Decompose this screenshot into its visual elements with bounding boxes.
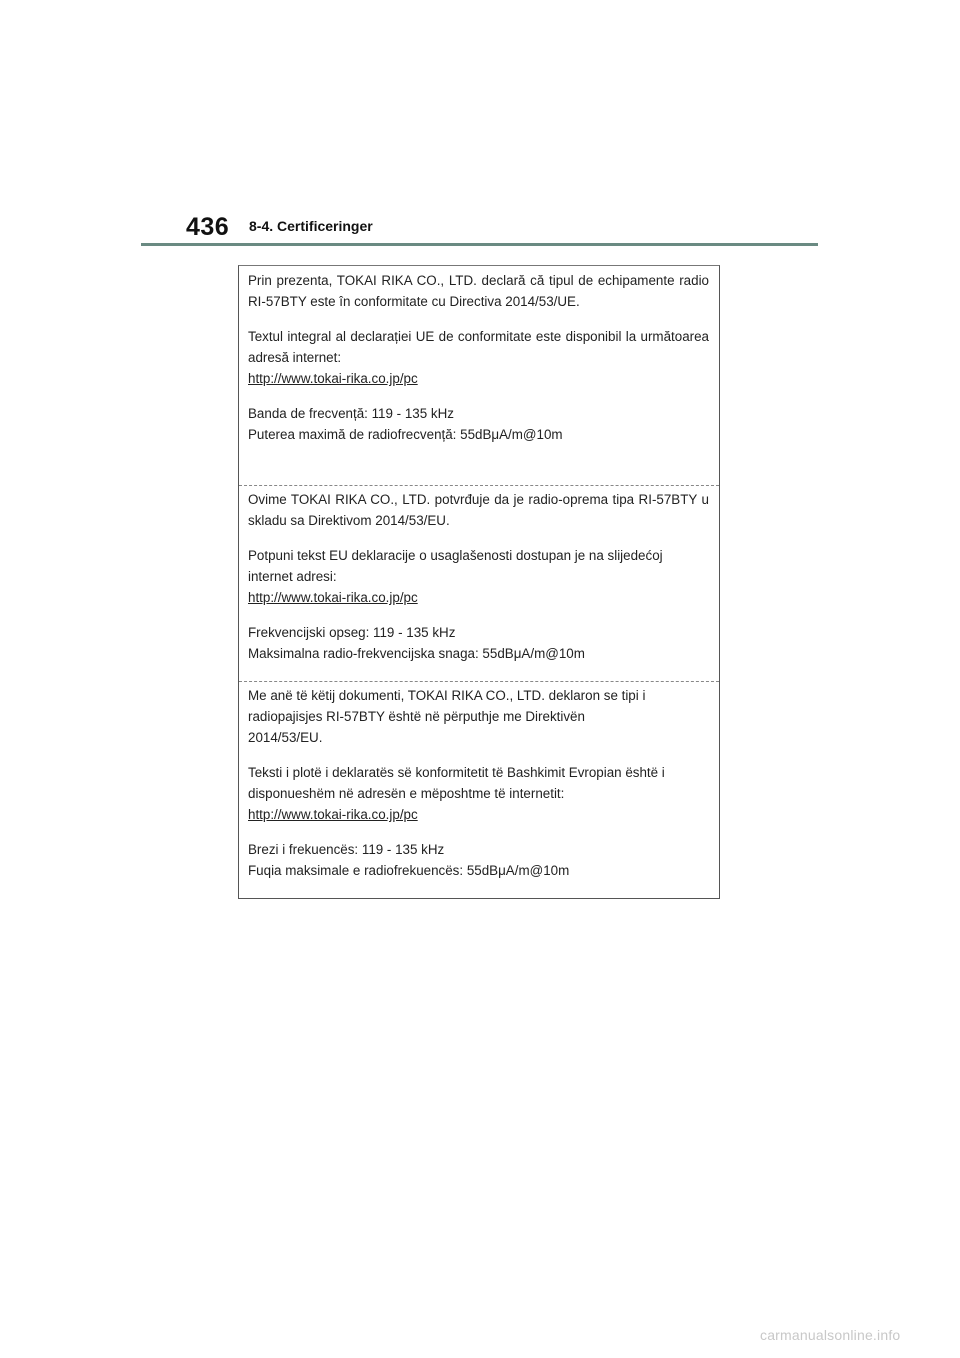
- certification-box: [238, 265, 720, 899]
- full-text-intro: Potpuni tekst EU deklaracije o usaglašenosti dostupan je na slijedećoj internet adresi:: [248, 548, 663, 584]
- max-power: Puterea maximă de radiofrecvență: 55dBμA/m@10m: [248, 427, 563, 442]
- section-albanian: [239, 681, 719, 897]
- declaration-line-3: 2014/53/EU.: [248, 730, 323, 745]
- declaration-line-2: radiopajisjes RI-57BTY është në përputhje me Direktivën: [248, 709, 585, 724]
- frequency-band: Frekvencijski opseg: 119 - 135 kHz: [248, 625, 456, 640]
- frequency-band: Banda de frecvență: 119 - 135 kHz: [248, 406, 454, 421]
- declaration-url-link[interactable]: http://www.tokai-rika.co.jp/pc: [248, 371, 418, 386]
- site-watermark: carmanualsonline.info: [760, 1327, 901, 1343]
- section-croatian: [239, 485, 719, 681]
- section-romanian: [239, 270, 719, 486]
- declaration-text: Prin prezenta, TOKAI RIKA CO., LTD. declară că tipul de echipamente radio RI-57BTY este în conformitate cu Directiva 2014/53/UE.: [248, 273, 709, 309]
- frequency-band: Brezi i frekuencës: 119 - 135 kHz: [248, 842, 445, 857]
- page-number: 436: [186, 213, 230, 241]
- max-power: Fuqia maksimale e radiofrekuencës: 55dBμA/m@10m: [248, 863, 570, 878]
- declaration-url-link[interactable]: http://www.tokai-rika.co.jp/pc: [248, 590, 418, 605]
- max-power: Maksimalna radio-frekvencijska snaga: 55dBμA/m@10m: [248, 646, 585, 661]
- page-header: [0, 0, 960, 250]
- declaration-line-1: Me anë të këtij dokumenti, TOKAI RIKA CO., LTD. deklaron se tipi i: [248, 688, 646, 703]
- header-divider: [141, 243, 818, 246]
- section-title: 8-4. Certificeringer: [249, 218, 373, 234]
- declaration-url-link[interactable]: http://www.tokai-rika.co.jp/pc: [248, 807, 418, 822]
- full-text-intro: Teksti i plotë i deklaratës së konformitetit të Bashkimit Evropian është i disponueshëm në adresën e mëposhtme të internetit:: [248, 765, 665, 801]
- full-text-intro: Textul integral al declarației UE de conformitate este disponibil la următoarea adresă internet:: [248, 329, 709, 365]
- declaration-text: Ovime TOKAI RIKA CO., LTD. potvrđuje da je radio-oprema tipa RI-57BTY u skladu sa Direktivom 2014/53/EU.: [248, 492, 709, 528]
